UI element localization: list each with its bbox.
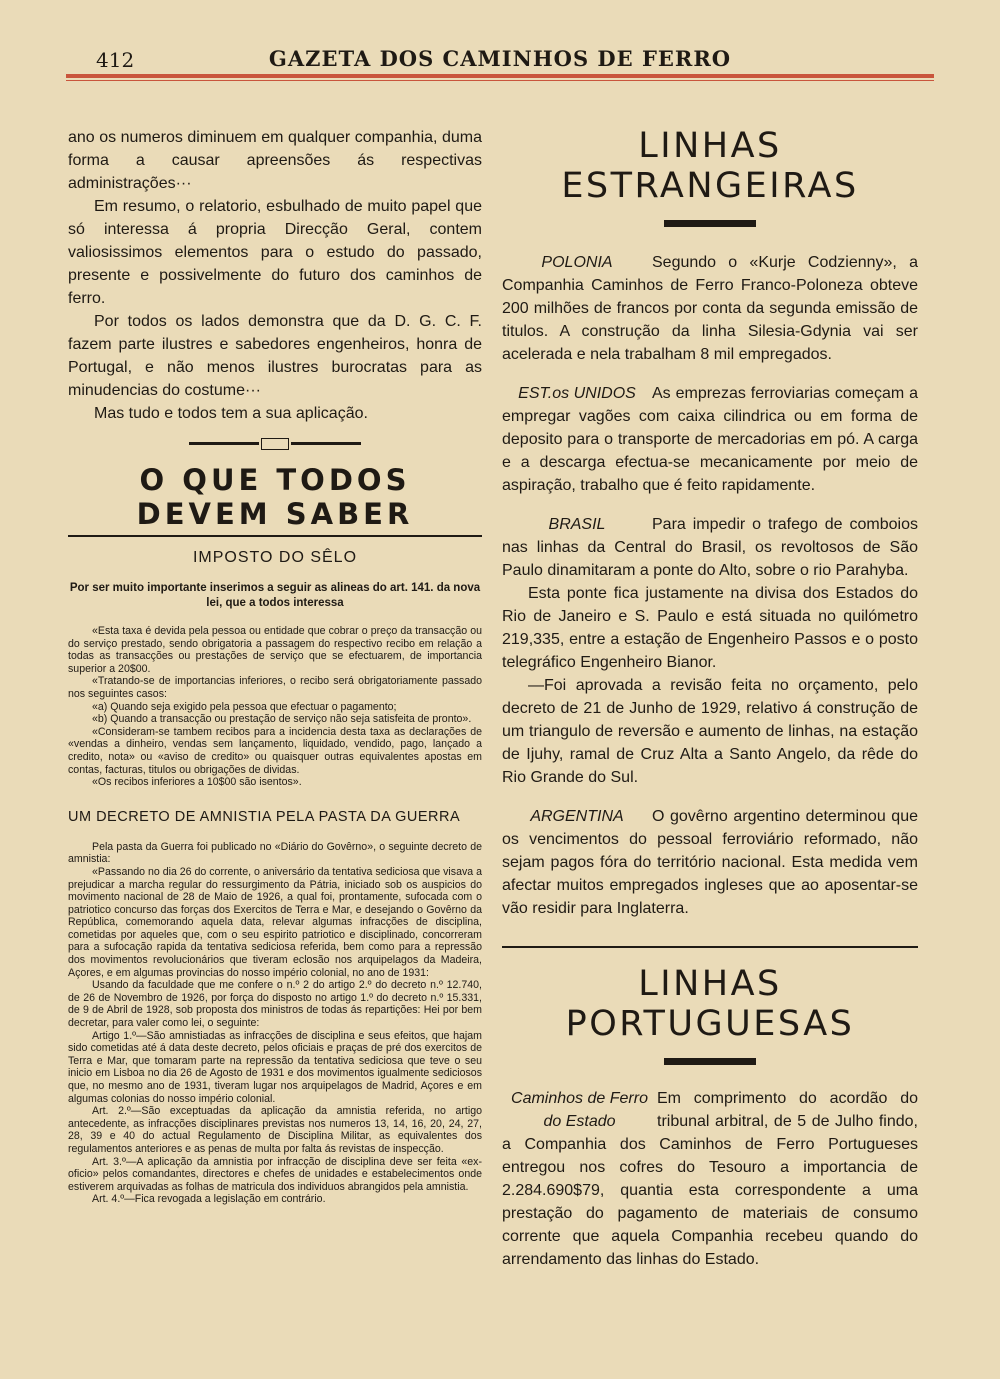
news-entry [502, 382, 918, 497]
paragraph: «Os recibos inferiores a 10$00 são isentos». [92, 776, 302, 789]
entry-label: EST.os UNIDOS [518, 385, 636, 402]
train-ornament [68, 433, 482, 455]
ornament-line [291, 442, 361, 445]
news-entry [502, 251, 918, 366]
intro-note: Por ser muito importante inserimos a seguir as alineas do art. 141. da nova lei, que a todos interessa [69, 582, 481, 609]
section-title: O QUE TODOS DEVEM SABER [68, 463, 482, 537]
paragraph: «Tratando-se de importancias inferiores, o recibo será obrigatoriamente passado nos seguintes casos: [68, 675, 482, 700]
paragraph: «Passando no dia 26 do corrente, o aniversário da tentativa sediciosa que visava a prejudicar a marcha regular do ressurgimento da Pátria, iniciado sob os auspicios do movimento nacional de 28 de Maio de 1926, a qual foi, prontamente, sufocada com o patriotico concurso das forças dos Exercitos de Terra e Mar, e desejando o Govêrno da República, comemorando aquela data, relevar algumas infracções de disciplina, cometidas por aqueles que, com o seu espirito patriotico e disciplinado, concorreram para a sufocação rapida da tentativa sediciosa referida, bem como para a repressão dos movimentos revolucionários que tiveram eclosão nos arquipelagos da Madeira, Açores, e em algumas provincias do nosso império colonial, no ano de 1931: [68, 865, 482, 979]
entry-text: O govêrno argentino determinou que os vencimentos do pessoal ferroviário reformado, não sejam pagos fóra do território nacional. Esta medida vem afectar muitos empregados ingleses que ao aposentar-se vão residir para Inglaterra. [502, 808, 918, 917]
decree-text [68, 841, 482, 1206]
entry-label: ARGENTINA [530, 808, 624, 825]
paragraph: Por todos os lados demonstra que da D. G. C. F. fazem parte ilustres e sabedores engenheiros, honra de Portugal, e não menos ilustres burocratas para as minudencias do costume··· [68, 313, 482, 399]
paragraph: Pela pasta da Guerra foi publicado no «Diário do Govêrno», o seguinte decreto de amnistia: [68, 840, 482, 866]
section-subtitle: IMPOSTO DO SÊLO [192, 549, 358, 566]
header-rule-thin [66, 80, 934, 81]
ornament-line [502, 946, 918, 948]
train-icon [261, 438, 289, 450]
paragraph: Art. 4.º—Fica revogada a legislação em contrário. [92, 1193, 326, 1206]
entry-label: BRASIL [548, 516, 606, 533]
paragraph: Em resumo, o relatorio, esbulhado de muito papel que só interessa á propria Direcção Geral, contem valiosissimos elementos para o estudo do passado, presente e possivelmente do futuro dos caminhos de ferro. [68, 198, 482, 307]
news-entry [502, 1087, 918, 1271]
header-rule [66, 74, 934, 78]
page-header [66, 40, 934, 80]
paragraph: —Foi aprovada a revisão feita no orçamento, pelo decreto de 21 de Junho de 1929, relativo á construção de um triangulo de reversão e aumento de linhas, na estação de Ijuhy, ramal de Cruz Alta a Santo Angelo, da rêde do Rio Grande do Sul. [502, 677, 918, 786]
paragraph: «b) Quando a transacção ou prestação de serviço não seja satisfeita de pronto». [92, 713, 472, 726]
title-bar [664, 220, 756, 227]
entry-label-line: Caminhos de Ferro [511, 1090, 648, 1107]
selo-text [68, 625, 482, 789]
paragraph: «Esta taxa é devida pela pessoa ou entidade que cobrar o preço da transacção ou do serviço prestado, sendo obrigatoria a passagem do respectivo recibo em relação a todas as transacções ou prestações de serviço que se efectuarem, de importancia superior a 20$00. [68, 625, 482, 675]
paragraph: Art. 3.º—A aplicação da amnistia por infracção de disciplina deve ser feita «ex-oficio» pelos comandantes, directores e chefes de unidades e estabelecimentos onde estiverem arquivadas as folhas de matricula dos individuos abrangidos pela amnistia. [68, 1155, 482, 1193]
paragraph: Mas tudo e todos tem a sua aplicação. [94, 405, 368, 422]
foreign-lines-title: LINHAS ESTRANGEIRAS [561, 126, 859, 206]
paragraph: Art. 2.º—São exceptuadas da aplicação da amnistia referida, no artigo antecedente, as infracções disciplinares previstas nos numeros 13, 14, 16, 20, 24, 27, 28, 39 e 40 do actual Regulamento de Disciplina Militar, as equivalentes dos regulamentos anteriores e as penas de multa por falta ás revistas de inspecção. [68, 1105, 482, 1155]
paragraph: ano os numeros diminuem em qualquer companhia, duma forma a causar apreensões ás respectivas administrações··· [68, 129, 482, 192]
page-number: 412 [96, 48, 135, 72]
portuguese-lines-title: LINHAS PORTUGUESAS [565, 964, 855, 1044]
left-column [68, 126, 482, 1206]
paragraph: Artigo 1.º—São amnistiadas as infracções de disciplina e seus efeitos, que hajam sido cometidas até á data deste decreto, pelos oficiais e praças de pré dos exercitos de Terra e Mar, que tomaram parte na repressão da tentativa sediciosa que teve o seu inicio em Lisboa no dia 26 de Agosto de 1931 e dos movimentos igualmente sediciosos que, no mesmo ano de 1931, tiveram lugar nos arquipelagos de Madrid, Açores e em algumas colonias do nosso império colonial. [68, 1029, 482, 1105]
title-bar [664, 1058, 756, 1065]
train-ornament [502, 936, 918, 956]
entry-label: POLONIA [541, 254, 613, 271]
news-entry [502, 805, 918, 920]
paragraph: «a) Quando seja exigido pela pessoa que efectuar o pagamento; [92, 700, 397, 713]
entry-text: Em comprimento do acordão do tribunal arbitral, de 5 de Julho findo, a Companhia dos Caminhos de Ferro Portugueses entregou nos cofres do Tesouro a importancia de 2.284.690$79, quantia esta correspondente a uma prestação do pagamento de materiais de consumo corrente que aquela Companhia recebeu quando do arrendamento das linhas do Estado. [502, 1090, 918, 1268]
entry-text: Segundo o «Kurje Codzienny», a Companhia Caminhos de Ferro Franco-Poloneza obteve 200 milhões de francos por conta da segunda emissão de titulos. A construção da linha Silesia-Gdynia vai ser acelerada e nela trabalham 8 mil empregados. [502, 254, 918, 363]
paragraph: Esta ponte fica justamente na divisa dos Estados do Rio de Janeiro e S. Paulo e está situada no quilómetro 219,335, entre a estação de Engenheiro Passos e o posto telegráfico Engenheiro Bianor. [502, 585, 918, 671]
entry-label [502, 1087, 657, 1133]
news-entry [502, 513, 918, 789]
paragraph: «Consideram-se tambem recibos para a incidencia desta taxa as declarações de «vendas a dinheiro, vendas sem lançamento, liquidado, vendido, pago, lançado a credito, nota» ou «aviso de credito» ou quaisquer outras equivalentes apostas em contas, facturas, titulos ou obrigações de dividas. [68, 725, 482, 776]
entry-text: Para impedir o trafego de comboios nas linhas da Central do Brasil, os revoltosos de São Paulo dinamitaram a ponte do Alto, sobre o rio Parahyba. [502, 516, 918, 579]
paragraph: Usando da faculdade que me confere o n.º 2 do artigo 2.º do decreto n.º 12.740, de 26 de Novembro de 1926, por força do disposto no artigo 1.º do decreto n.º 15.331, de 9 de Abril de 1928, sob proposta dos ministros de todas ás repartições: Hei por bem decretar, para valer como lei, o seguinte: [68, 979, 482, 1030]
entry-label-line: do Estado [543, 1113, 616, 1130]
right-column [502, 126, 918, 1287]
journal-title: GAZETA DOS CAMINHOS DE FERRO [268, 46, 732, 71]
entry-text: As emprezas ferroviarias começam a empregar vagões com caixa cilindrica ou em forma de deposito para o transporte de mercadorias em pó. A carga e a descarga efectua-se mecanicamente por meio de aspiração, trabalho que é feito rapidamente. [502, 385, 918, 494]
decree-heading: UM DECRETO DE AMNISTIA PELA PASTA DA GUERRA [68, 808, 461, 825]
ornament-line [189, 442, 259, 445]
